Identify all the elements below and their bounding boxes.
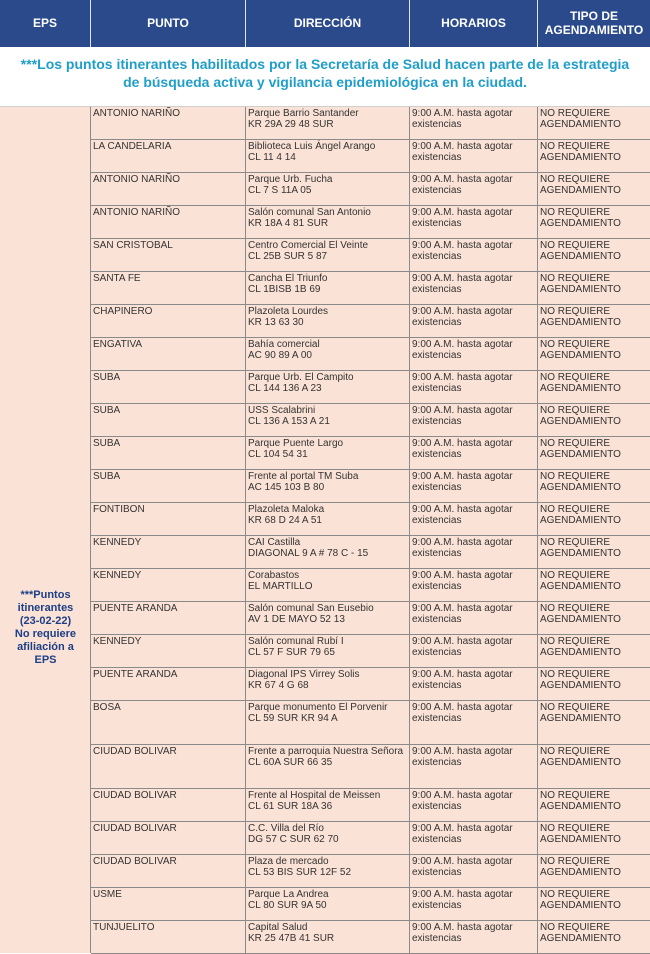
direccion-cell-text: Parque Urb. Fucha CL 7 S 11A 05 xyxy=(248,174,333,196)
horario-cell: 9:00 A.M. hasta agotar existencias xyxy=(410,239,538,271)
punto-cell: CIUDAD BOLIVAR xyxy=(91,789,246,821)
punto-cell: CIUDAD BOLIVAR xyxy=(91,745,246,788)
punto-cell: PUENTE ARANDA xyxy=(91,668,246,700)
direccion-cell xyxy=(246,569,410,601)
table-row xyxy=(91,635,650,668)
direccion-cell-text: C.C. Villa del Río DG 57 C SUR 62 70 xyxy=(248,823,339,845)
table-row xyxy=(91,140,650,173)
table-row xyxy=(91,789,650,822)
horario-cell: 9:00 A.M. hasta agotar existencias xyxy=(410,668,538,700)
tipo-cell: NO REQUIERE AGENDAMIENTO xyxy=(540,273,621,295)
header-eps: EPS xyxy=(0,0,91,47)
direccion-cell-text: Plazoleta Lourdes KR 13 63 30 xyxy=(248,306,329,328)
direccion-cell xyxy=(246,602,410,634)
table-row xyxy=(91,470,650,503)
tipo-cell: NO REQUIERE AGENDAMIENTO xyxy=(540,141,621,163)
horario-cell: 9:00 A.M. hasta agotar existencias xyxy=(410,536,538,568)
punto-cell: USME xyxy=(91,888,246,920)
horario-cell: 9:00 A.M. hasta agotar existencias xyxy=(410,107,538,139)
direccion-cell xyxy=(246,239,410,271)
horario-cell: 9:00 A.M. hasta agotar existencias xyxy=(410,822,538,854)
punto-cell: CHAPINERO xyxy=(91,305,246,337)
direccion-cell xyxy=(246,855,410,887)
table-body xyxy=(91,107,650,954)
table-row xyxy=(91,855,650,888)
tipo-cell: NO REQUIERE AGENDAMIENTO xyxy=(540,856,621,878)
horario-cell: 9:00 A.M. hasta agotar existencias xyxy=(410,888,538,920)
header-punto: PUNTO xyxy=(91,0,246,47)
table-row xyxy=(91,602,650,635)
table-row xyxy=(91,888,650,921)
direccion-cell xyxy=(246,371,410,403)
horario-cell: 9:00 A.M. hasta agotar existencias xyxy=(410,272,538,304)
table-row xyxy=(91,338,650,371)
header-direccion: DIRECCIÓN xyxy=(246,0,410,47)
direccion-cell-text: Parque Puente Largo CL 104 54 31 xyxy=(248,438,344,460)
direccion-cell xyxy=(246,668,410,700)
direccion-cell-text: Corabastos EL MARTILLO xyxy=(248,570,313,592)
punto-cell: ANTONIO NARIÑO xyxy=(91,107,246,139)
table-row xyxy=(91,206,650,239)
table-row xyxy=(91,745,650,789)
horario-cell: 9:00 A.M. hasta agotar existencias xyxy=(410,701,538,744)
direccion-cell xyxy=(246,921,410,953)
table-row xyxy=(91,371,650,404)
tipo-cell: NO REQUIERE AGENDAMIENTO xyxy=(540,636,621,658)
table-row xyxy=(91,305,650,338)
punto-cell: ANTONIO NARIÑO xyxy=(91,206,246,238)
horario-cell: 9:00 A.M. hasta agotar existencias xyxy=(410,338,538,370)
direccion-cell-text: Bahía comercial AC 90 89 A 00 xyxy=(248,339,320,361)
direccion-cell xyxy=(246,888,410,920)
tipo-cell: NO REQUIERE AGENDAMIENTO xyxy=(540,537,621,559)
direccion-cell xyxy=(246,272,410,304)
punto-cell: BOSA xyxy=(91,701,246,744)
tipo-cell: NO REQUIERE AGENDAMIENTO xyxy=(540,504,621,526)
tipo-cell: NO REQUIERE AGENDAMIENTO xyxy=(540,438,621,460)
direccion-cell xyxy=(246,173,410,205)
eps-merged-cell xyxy=(0,107,91,953)
tipo-cell: NO REQUIERE AGENDAMIENTO xyxy=(540,372,621,394)
tipo-cell: NO REQUIERE AGENDAMIENTO xyxy=(540,922,621,944)
horario-cell: 9:00 A.M. hasta agotar existencias xyxy=(410,206,538,238)
direccion-cell-text: Salón comunal San Antonio KR 18A 4 81 SUR xyxy=(248,207,371,229)
tipo-cell: NO REQUIERE AGENDAMIENTO xyxy=(540,746,621,768)
punto-cell: FONTIBON xyxy=(91,503,246,535)
direccion-cell-text: Frente a parroquia Nuestra Señora CL 60A SUR 66 35 xyxy=(248,746,404,768)
table-row xyxy=(91,173,650,206)
table-row xyxy=(91,569,650,602)
direccion-cell-text: Parque La Andrea CL 80 SUR 9A 50 xyxy=(248,889,329,911)
punto-cell: KENNEDY xyxy=(91,635,246,667)
direccion-cell-text: Parque Urb. El Campito CL 144 136 A 23 xyxy=(248,372,354,394)
punto-cell: SUBA xyxy=(91,470,246,502)
tipo-cell: NO REQUIERE AGENDAMIENTO xyxy=(540,702,621,724)
punto-cell: SAN CRISTOBAL xyxy=(91,239,246,271)
direccion-cell xyxy=(246,701,410,744)
table-row xyxy=(91,822,650,855)
tipo-cell: NO REQUIERE AGENDAMIENTO xyxy=(540,240,621,262)
table-row xyxy=(91,272,650,305)
table-row xyxy=(91,404,650,437)
direccion-cell xyxy=(246,789,410,821)
horario-cell: 9:00 A.M. hasta agotar existencias xyxy=(410,305,538,337)
direccion-cell xyxy=(246,503,410,535)
direccion-cell xyxy=(246,536,410,568)
direccion-cell xyxy=(246,437,410,469)
punto-cell: SUBA xyxy=(91,437,246,469)
direccion-cell xyxy=(246,822,410,854)
direccion-cell-text: CAI Castilla DIAGONAL 9 A # 78 C - 15 xyxy=(248,537,369,559)
horario-cell: 9:00 A.M. hasta agotar existencias xyxy=(410,569,538,601)
tipo-cell: NO REQUIERE AGENDAMIENTO xyxy=(540,790,621,812)
direccion-cell-text: USS Scalabrini CL 136 A 153 A 21 xyxy=(248,405,330,427)
table-row xyxy=(91,239,650,272)
punto-cell: KENNEDY xyxy=(91,569,246,601)
direccion-cell xyxy=(246,745,410,788)
direccion-cell xyxy=(246,305,410,337)
horario-cell: 9:00 A.M. hasta agotar existencias xyxy=(410,635,538,667)
tipo-cell: NO REQUIERE AGENDAMIENTO xyxy=(540,174,621,196)
punto-cell: SUBA xyxy=(91,371,246,403)
direccion-cell-text: Biblioteca Luis Ángel Arango CL 11 4 14 xyxy=(248,141,376,163)
direccion-cell-text: Frente al Hospital de Meissen CL 61 SUR 18A 36 xyxy=(248,790,381,812)
tipo-cell: NO REQUIERE AGENDAMIENTO xyxy=(540,108,621,130)
direccion-cell xyxy=(246,635,410,667)
header-horarios: HORARIOS xyxy=(410,0,538,47)
punto-cell: SUBA xyxy=(91,404,246,436)
table-row xyxy=(91,503,650,536)
table-row xyxy=(91,437,650,470)
direccion-cell-text: Salón comunal Rubí I CL 57 F SUR 79 65 xyxy=(248,636,344,658)
header-tipo: TIPO DE AGENDAMIENTO xyxy=(544,9,644,37)
direccion-cell-text: Plazoleta Maloka KR 68 D 24 A 51 xyxy=(248,504,325,526)
direccion-cell xyxy=(246,140,410,172)
horario-cell: 9:00 A.M. hasta agotar existencias xyxy=(410,921,538,953)
table-header xyxy=(0,0,650,47)
direccion-cell-text: Cancha El Triunfo CL 1BISB 1B 69 xyxy=(248,273,328,295)
horario-cell: 9:00 A.M. hasta agotar existencias xyxy=(410,503,538,535)
table-row xyxy=(91,536,650,569)
table-row xyxy=(91,107,650,140)
direccion-cell xyxy=(246,404,410,436)
horario-cell: 9:00 A.M. hasta agotar existencias xyxy=(410,602,538,634)
tipo-cell: NO REQUIERE AGENDAMIENTO xyxy=(540,339,621,361)
horario-cell: 9:00 A.M. hasta agotar existencias xyxy=(410,437,538,469)
tipo-cell: NO REQUIERE AGENDAMIENTO xyxy=(540,405,621,427)
horario-cell: 9:00 A.M. hasta agotar existencias xyxy=(410,855,538,887)
table-row xyxy=(91,921,650,954)
direccion-cell-text: Parque Barrio Santander KR 29A 29 48 SUR xyxy=(248,108,359,130)
tipo-cell: NO REQUIERE AGENDAMIENTO xyxy=(540,306,621,328)
horario-cell: 9:00 A.M. hasta agotar existencias xyxy=(410,470,538,502)
tipo-cell: NO REQUIERE AGENDAMIENTO xyxy=(540,471,621,493)
direccion-cell-text: Centro Comercial El Veinte CL 25B SUR 5 87 xyxy=(248,240,369,262)
direccion-cell xyxy=(246,470,410,502)
direccion-cell xyxy=(246,206,410,238)
tipo-cell: NO REQUIERE AGENDAMIENTO xyxy=(540,603,621,625)
direccion-cell-text: Diagonal IPS Virrey Solis KR 67 4 G 68 xyxy=(248,669,360,691)
table-row xyxy=(91,668,650,701)
horario-cell: 9:00 A.M. hasta agotar existencias xyxy=(410,173,538,205)
direccion-cell xyxy=(246,338,410,370)
tipo-cell: NO REQUIERE AGENDAMIENTO xyxy=(540,669,621,691)
horario-cell: 9:00 A.M. hasta agotar existencias xyxy=(410,745,538,788)
eps-label: ***Puntos itinerantes (23-02-22) No requiere afiliación a EPS xyxy=(14,589,77,666)
punto-cell: PUENTE ARANDA xyxy=(91,602,246,634)
punto-cell: KENNEDY xyxy=(91,536,246,568)
punto-cell: ENGATIVA xyxy=(91,338,246,370)
horario-cell: 9:00 A.M. hasta agotar existencias xyxy=(410,371,538,403)
punto-cell: ANTONIO NARIÑO xyxy=(91,173,246,205)
tipo-cell: NO REQUIERE AGENDAMIENTO xyxy=(540,889,621,911)
punto-cell: CIUDAD BOLIVAR xyxy=(91,822,246,854)
direccion-cell-text: Capital Salud KR 25 47B 41 SUR xyxy=(248,922,335,944)
punto-cell: CIUDAD BOLIVAR xyxy=(91,855,246,887)
direccion-cell xyxy=(246,107,410,139)
tipo-cell: NO REQUIERE AGENDAMIENTO xyxy=(540,207,621,229)
direccion-cell-text: Parque monumento El Porvenir CL 59 SUR KR 94 A xyxy=(248,702,388,724)
punto-cell: LA CANDELARIA xyxy=(91,140,246,172)
direccion-cell-text: Salón comunal San Eusebio AV 1 DE MAYO 52 13 xyxy=(248,603,374,625)
direccion-cell-text: Frente al portal TM Suba AC 145 103 B 80 xyxy=(248,471,359,493)
horario-cell: 9:00 A.M. hasta agotar existencias xyxy=(410,789,538,821)
punto-cell: TUNJUELITO xyxy=(91,921,246,953)
punto-cell: SANTA FE xyxy=(91,272,246,304)
notice-text: ***Los puntos itinerantes habilitados por la Secretaría de Salud hacen parte de la estrategia de búsqueda activa y vigilancia epidemiológica en la ciudad. xyxy=(0,47,650,107)
horario-cell: 9:00 A.M. hasta agotar existencias xyxy=(410,140,538,172)
tipo-cell: NO REQUIERE AGENDAMIENTO xyxy=(540,570,621,592)
table-row xyxy=(91,701,650,745)
horario-cell: 9:00 A.M. hasta agotar existencias xyxy=(410,404,538,436)
direccion-cell-text: Plaza de mercado CL 53 BIS SUR 12F 52 xyxy=(248,856,352,878)
tipo-cell: NO REQUIERE AGENDAMIENTO xyxy=(540,823,621,845)
